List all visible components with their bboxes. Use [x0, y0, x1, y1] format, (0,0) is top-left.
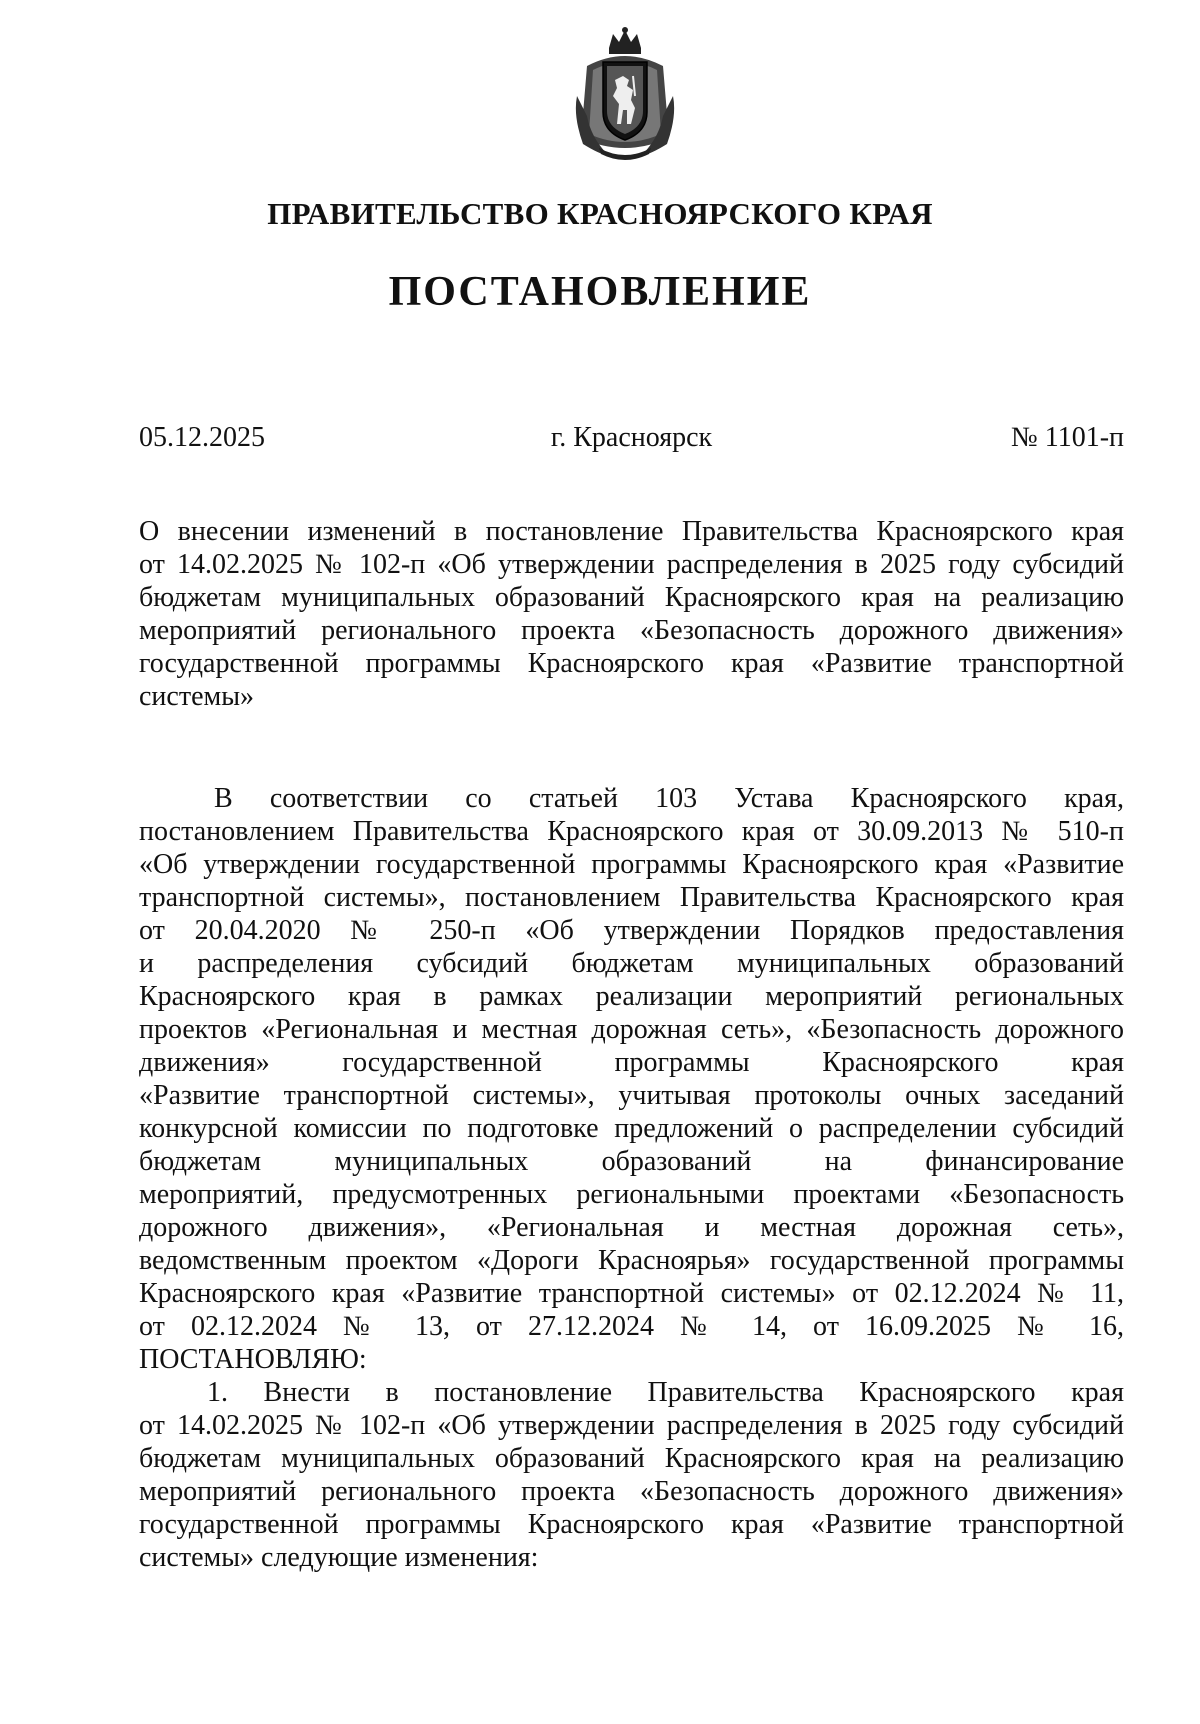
subject-line: О внесении изменений в постановление Правительства Красноярского края [139, 516, 1124, 547]
subject-line: от 14.02.2025 № 102-п «Об утверждении распределения в 2025 году субсидий [139, 549, 1124, 580]
body-line: движения» государственной программы Красноярского края [139, 1047, 1124, 1078]
body-line: транспортной системы», постановлением Правительства Красноярского края [139, 882, 1124, 913]
body-line: конкурсной комиссии по подготовке предложений о распределении субсидий [139, 1113, 1124, 1144]
document-meta-row [139, 422, 1124, 462]
body-line: 1. Внести в постановление Правительства Красноярского края [207, 1377, 1124, 1408]
document-number: № 1101-п [1011, 422, 1124, 453]
body-line: Красноярского края «Развитие транспортной системы» от 02.12.2024 № 11, [139, 1278, 1124, 1309]
body-line: и распределения субсидий бюджетам муниципальных образований [139, 948, 1124, 979]
subject-line: бюджетам муниципальных образований Красноярского края на реализацию [139, 582, 1124, 613]
coat-of-arms-icon [569, 26, 681, 164]
body-line: мероприятий регионального проекта «Безопасность дорожного движения» [139, 1476, 1124, 1507]
body-line: системы» следующие изменения: [139, 1542, 539, 1573]
body-line: государственной программы Красноярского края «Развитие транспортной [139, 1509, 1124, 1540]
resolution-keyword: ПОСТАНОВЛЯЮ: [139, 1344, 367, 1375]
body-line: постановлением Правительства Красноярского края от 30.09.2013 № 510-п [139, 816, 1124, 847]
body-line: от 02.12.2024 № 13, от 27.12.2024 № 14, от 16.09.2025 № 16, [139, 1311, 1124, 1342]
document-type-title: ПОСТАНОВЛЕНИЕ [388, 269, 812, 315]
subject-line: мероприятий регионального проекта «Безопасность дорожного движения» [139, 615, 1124, 646]
body-line: бюджетам муниципальных образований на финансирование [139, 1146, 1124, 1177]
body-line: дорожного движения», «Региональная и местная дорожная сеть», [139, 1212, 1124, 1243]
body-line: от 20.04.2020 № 250-п «Об утверждении Порядков предоставления [139, 915, 1124, 946]
document-date: 05.12.2025 [139, 422, 265, 453]
document-subject [139, 515, 1124, 713]
body-line: ведомственным проектом «Дороги Красноярья» государственной программы [139, 1245, 1124, 1276]
document-body [139, 782, 1124, 1574]
body-line: «Развитие транспортной системы», учитывая протоколы очных заседаний [139, 1080, 1124, 1111]
body-line: бюджетам муниципальных образований Красноярского края на реализацию [139, 1443, 1124, 1474]
body-line: от 14.02.2025 № 102-п «Об утверждении распределения в 2025 году субсидий [139, 1410, 1124, 1441]
body-line: В соответствии со статьей 103 Устава Красноярского края, [214, 783, 1124, 814]
subject-line: государственной программы Красноярского края «Развитие транспортной [139, 648, 1124, 679]
government-title: ПРАВИТЕЛЬСТВО КРАСНОЯРСКОГО КРАЯ [267, 196, 933, 231]
subject-line: системы» [139, 681, 255, 712]
body-line: мероприятий, предусмотренных региональными проектами «Безопасность [139, 1179, 1124, 1210]
body-line: «Об утверждении государственной программы Красноярского края «Развитие [139, 849, 1124, 880]
body-line: проектов «Региональная и местная дорожная сеть», «Безопасность дорожного [139, 1014, 1124, 1045]
document-city: г. Красноярск [550, 422, 713, 453]
body-line: Красноярского края в рамках реализации мероприятий региональных [139, 981, 1124, 1012]
